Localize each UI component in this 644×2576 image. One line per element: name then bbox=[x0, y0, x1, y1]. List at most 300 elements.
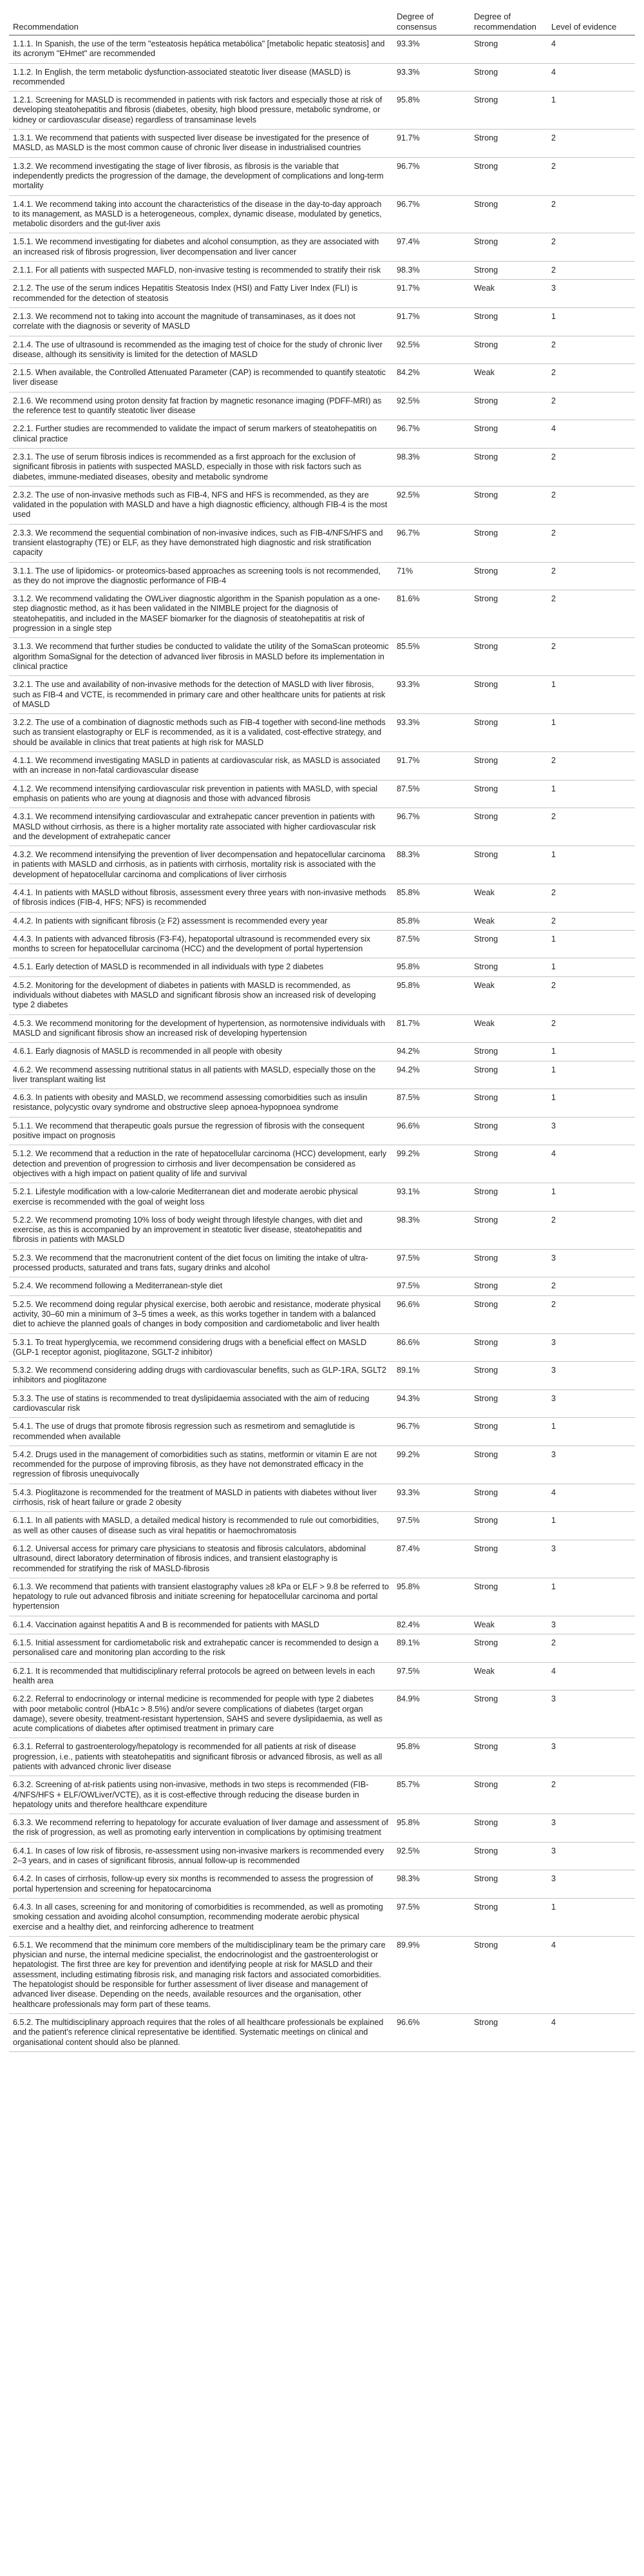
degree-cell: Strong bbox=[470, 195, 547, 233]
evidence-cell: 4 bbox=[547, 1662, 635, 1690]
table-row bbox=[9, 930, 635, 958]
degree-cell: Strong bbox=[470, 1333, 547, 1362]
table-body bbox=[9, 35, 635, 2052]
degree-cell: Strong bbox=[470, 63, 547, 92]
recommendation-cell: 5.4.2. Drugs used in the management of comorbidities such as statins, metformin or vitamin E are not recommended for the purpose of improving fibrosis, as they have not demonstrated efficacy in the regression of fibrosis unequivocally bbox=[9, 1446, 393, 1484]
evidence-cell: 3 bbox=[547, 1870, 635, 1899]
evidence-cell: 1 bbox=[547, 1183, 635, 1212]
table-row bbox=[9, 912, 635, 930]
table-row bbox=[9, 1277, 635, 1295]
recommendation-cell: 5.4.3. Pioglitazone is recommended for the treatment of MASLD in patients with diabetes without liver cirrhosis, risk of heart failure or grade 2 obesity bbox=[9, 1484, 393, 1512]
table-row bbox=[9, 63, 635, 92]
header-recommendation: Recommendation bbox=[9, 9, 393, 35]
consensus-cell: 93.3% bbox=[393, 35, 470, 64]
table-row bbox=[9, 808, 635, 846]
recommendation-cell: 1.1.1. In Spanish, the use of the term "esteatosis hepática metabólica" [metabolic hepatic steatosis] and its acronym "EHmet" are recommended bbox=[9, 35, 393, 64]
table-row bbox=[9, 524, 635, 562]
recommendation-cell: 5.1.2. We recommend that a reduction in the rate of hepatocellular carcinoma (HCC) development, early detection and prevention of progression to cirrhosis and liver decompensation be considered as objectives with a high impact on patient quality of life and survival bbox=[9, 1145, 393, 1183]
recommendation-cell: 2.1.1. For all patients with suspected MAFLD, non-invasive testing is recommended to stratify their risk bbox=[9, 262, 393, 280]
recommendation-cell: 3.2.2. The use of a combination of diagnostic methods such as FIB-4 together with second-line methods such as transient elastography or ELF is recommended, as it is a validated, cost-effective strategy, and should be available in clinics that treat patients at high risk for MASLD bbox=[9, 714, 393, 752]
table-row bbox=[9, 1390, 635, 1418]
recommendation-cell: 2.1.4. The use of ultrasound is recommended as the imaging test of choice for the study of chronic liver disease, although its sensitivity is limited for the detection of MASLD bbox=[9, 336, 393, 364]
evidence-cell: 3 bbox=[547, 1814, 635, 1843]
degree-cell: Strong bbox=[470, 1634, 547, 1663]
recommendation-cell: 5.2.2. We recommend promoting 10% loss of body weight through lifestyle changes, with diet and exercise, as this is accompanied by an improvement in steatotic liver disease, steatohepatitis and fibrosis in patients with MASLD bbox=[9, 1211, 393, 1249]
consensus-cell: 95.8% bbox=[393, 92, 470, 130]
degree-cell: Strong bbox=[470, 1814, 547, 1843]
table-row bbox=[9, 562, 635, 590]
evidence-cell: 4 bbox=[547, 420, 635, 449]
consensus-cell: 81.6% bbox=[393, 590, 470, 638]
consensus-cell: 93.3% bbox=[393, 63, 470, 92]
table-row bbox=[9, 307, 635, 336]
recommendations-table bbox=[9, 9, 635, 2052]
consensus-cell: 85.5% bbox=[393, 638, 470, 676]
evidence-cell: 2 bbox=[547, 590, 635, 638]
degree-cell: Weak bbox=[470, 1662, 547, 1690]
degree-cell: Weak bbox=[470, 976, 547, 1014]
recommendation-cell: 3.1.2. We recommend validating the OWLiver diagnostic algorithm in the Spanish population as a one-step diagnostic method, as it has been validated in the NIMBLE project for the diagnosis of steatohepatitis, and included in the MASEF biomarker for the diagnosis of steatohepatitis at risk of progression in a single step bbox=[9, 590, 393, 638]
consensus-cell: 95.8% bbox=[393, 958, 470, 976]
evidence-cell: 1 bbox=[547, 1898, 635, 1936]
table-header bbox=[9, 9, 635, 35]
consensus-cell: 99.2% bbox=[393, 1145, 470, 1183]
degree-cell: Strong bbox=[470, 130, 547, 158]
degree-cell: Strong bbox=[470, 958, 547, 976]
degree-cell: Weak bbox=[470, 1014, 547, 1043]
table-row bbox=[9, 1333, 635, 1362]
table-row bbox=[9, 1738, 635, 1776]
evidence-cell: 4 bbox=[547, 63, 635, 92]
table-row bbox=[9, 1662, 635, 1690]
recommendation-cell: 6.3.1. Referral to gastroenterology/hepatology is recommended for all patients at risk of disease progression, i.e., patients with steatohepatitis and significant fibrosis or advanced fibrosis, as well as all patients with advanced chronic liver disease bbox=[9, 1738, 393, 1776]
degree-cell: Strong bbox=[470, 486, 547, 524]
consensus-cell: 85.8% bbox=[393, 884, 470, 913]
evidence-cell: 1 bbox=[547, 958, 635, 976]
consensus-cell: 86.6% bbox=[393, 1333, 470, 1362]
table-row bbox=[9, 884, 635, 913]
evidence-cell: 1 bbox=[547, 846, 635, 884]
evidence-cell: 3 bbox=[547, 280, 635, 308]
table-row bbox=[9, 1814, 635, 1843]
degree-cell: Strong bbox=[470, 1117, 547, 1145]
degree-cell: Strong bbox=[470, 780, 547, 808]
recommendation-cell: 2.3.3. We recommend the sequential combination of non-invasive indices, such as FIB-4/NFS/HFS and transient elastography (TE) or ELF, as they have demonstrated high diagnostic and risk stratification capacity bbox=[9, 524, 393, 562]
degree-cell: Strong bbox=[470, 638, 547, 676]
recommendation-cell: 4.4.3. In patients with advanced fibrosis (F3-F4), hepatoportal ultrasound is recommended every six months to screen for hepatocellular carcinoma (HCC) and the development of portal hypertension bbox=[9, 930, 393, 958]
degree-cell: Strong bbox=[470, 1842, 547, 1870]
recommendation-cell: 5.1.1. We recommend that therapeutic goals pursue the regression of fibrosis with the consequent positive impact on prognosis bbox=[9, 1117, 393, 1145]
recommendation-cell: 2.3.1. The use of serum fibrosis indices is recommended as a first approach for the exclusion of significant fibrosis in patients with suspected MASLD, especially in those with risk factors such as diabetes, immune-mediated diseases, obesity and metabolic syndrome bbox=[9, 448, 393, 486]
evidence-cell: 2 bbox=[547, 638, 635, 676]
recommendation-cell: 1.1.2. In English, the term metabolic dysfunction-associated steatotic liver disease (MASLD) is recommended bbox=[9, 63, 393, 92]
consensus-cell: 81.7% bbox=[393, 1014, 470, 1043]
recommendation-cell: 1.2.1. Screening for MASLD is recommended in patients with risk factors and especially those at risk of developing steatohepatitis and fibrosis (diabetes, obesity, high blood pressure, metabolic syndrome, or kidney or cardiovascular disease) regardless of transaminase levels bbox=[9, 92, 393, 130]
recommendation-cell: 1.4.1. We recommend taking into account the characteristics of the disease in the day-to-day approach to its management, as MASLD is a heterogeneous, complex, dynamic disease, modulated by genetics, metabolic disorders and the gut-liver axis bbox=[9, 195, 393, 233]
table-row bbox=[9, 420, 635, 449]
evidence-cell: 2 bbox=[547, 1211, 635, 1249]
degree-cell: Strong bbox=[470, 1484, 547, 1512]
degree-cell: Strong bbox=[470, 1690, 547, 1738]
consensus-cell: 96.6% bbox=[393, 1295, 470, 1333]
table-row bbox=[9, 336, 635, 364]
evidence-cell: 3 bbox=[547, 1616, 635, 1634]
recommendation-cell: 4.5.3. We recommend monitoring for the development of hypertension, as normotensive individuals with MASLD and significant fibrosis show an increased risk of developing hypertension bbox=[9, 1014, 393, 1043]
degree-cell: Strong bbox=[470, 1183, 547, 1212]
degree-cell: Strong bbox=[470, 157, 547, 195]
degree-cell: Strong bbox=[470, 1145, 547, 1183]
consensus-cell: 87.5% bbox=[393, 930, 470, 958]
table-row bbox=[9, 1249, 635, 1277]
recommendation-cell: 2.3.2. The use of non-invasive methods such as FIB-4, NFS and HFS is recommended, as they are validated in the population with MASLD and have a high diagnostic efficiency, although FIB-4 is the most used bbox=[9, 486, 393, 524]
consensus-cell: 89.1% bbox=[393, 1362, 470, 1390]
consensus-cell: 85.7% bbox=[393, 1776, 470, 1814]
consensus-cell: 97.5% bbox=[393, 1249, 470, 1277]
evidence-cell: 1 bbox=[547, 930, 635, 958]
table-row bbox=[9, 590, 635, 638]
evidence-cell: 3 bbox=[547, 1842, 635, 1870]
evidence-cell: 2 bbox=[547, 808, 635, 846]
consensus-cell: 93.1% bbox=[393, 1183, 470, 1212]
degree-cell: Strong bbox=[470, 1540, 547, 1578]
degree-cell: Strong bbox=[470, 420, 547, 449]
evidence-cell: 2 bbox=[547, 262, 635, 280]
degree-cell: Strong bbox=[470, 846, 547, 884]
table-row bbox=[9, 486, 635, 524]
evidence-cell: 1 bbox=[547, 307, 635, 336]
table-row bbox=[9, 1690, 635, 1738]
recommendation-cell: 4.6.3. In patients with obesity and MASLD, we recommend assessing comorbidities such as insulin resistance, polycystic ovary syndrome and obstructive sleep apnoea-hypopnoea syndrome bbox=[9, 1089, 393, 1118]
degree-cell: Weak bbox=[470, 912, 547, 930]
table-row bbox=[9, 1117, 635, 1145]
degree-cell: Weak bbox=[470, 280, 547, 308]
recommendation-cell: 2.2.1. Further studies are recommended to validate the impact of serum markers of steatohepatitis on clinical practice bbox=[9, 420, 393, 449]
header-degree-of-consensus: Degree of consensus bbox=[393, 9, 470, 35]
consensus-cell: 92.5% bbox=[393, 336, 470, 364]
table-row bbox=[9, 1183, 635, 1212]
degree-cell: Strong bbox=[470, 562, 547, 590]
table-row bbox=[9, 1870, 635, 1899]
table-row bbox=[9, 448, 635, 486]
recommendation-cell: 6.4.2. In cases of cirrhosis, follow-up every six months is recommended to assess the progression of portal hypertension and screening for hepatocarcinoma bbox=[9, 1870, 393, 1899]
evidence-cell: 2 bbox=[547, 524, 635, 562]
table-row bbox=[9, 1776, 635, 1814]
recommendation-cell: 3.2.1. The use and availability of non-invasive methods for the detection of MASLD with liver fibrosis, such as FIB-4 and VCTE, is recommended in primary care and other healthcare units for patients at risk of MASLD bbox=[9, 676, 393, 714]
table-row bbox=[9, 752, 635, 780]
table-row bbox=[9, 392, 635, 420]
table-row bbox=[9, 1061, 635, 1089]
consensus-cell: 93.3% bbox=[393, 676, 470, 714]
recommendation-cell: 4.4.1. In patients with MASLD without fibrosis, assessment every three years with non-invasive methods of fibrosis indices (FIB-4, HFS; NFS) is recommended bbox=[9, 884, 393, 913]
recommendation-cell: 4.1.1. We recommend investigating MASLD in patients at cardiovascular risk, as MASLD is associated with an increase in non-fatal cardiovascular disease bbox=[9, 752, 393, 780]
recommendation-cell: 5.2.4. We recommend following a Mediterranean-style diet bbox=[9, 1277, 393, 1295]
degree-cell: Strong bbox=[470, 808, 547, 846]
evidence-cell: 2 bbox=[547, 233, 635, 262]
consensus-cell: 93.3% bbox=[393, 1484, 470, 1512]
consensus-cell: 87.5% bbox=[393, 780, 470, 808]
degree-cell: Strong bbox=[470, 1776, 547, 1814]
table-row bbox=[9, 714, 635, 752]
evidence-cell: 2 bbox=[547, 752, 635, 780]
consensus-cell: 84.2% bbox=[393, 364, 470, 392]
evidence-cell: 3 bbox=[547, 1333, 635, 1362]
recommendation-cell: 6.1.1. In all patients with MASLD, a detailed medical history is recommended to rule out comorbidities, as well as other causes of disease such as viral hepatitis or haemochromatosis bbox=[9, 1512, 393, 1540]
evidence-cell: 4 bbox=[547, 35, 635, 64]
recommendation-cell: 5.4.1. The use of drugs that promote fibrosis regression such as resmetirom and semaglutide is recommended when available bbox=[9, 1418, 393, 1446]
table-row bbox=[9, 1512, 635, 1540]
table-row bbox=[9, 92, 635, 130]
consensus-cell: 85.8% bbox=[393, 912, 470, 930]
degree-cell: Weak bbox=[470, 1616, 547, 1634]
recommendation-cell: 4.4.2. In patients with significant fibrosis (≥ F2) assessment is recommended every year bbox=[9, 912, 393, 930]
consensus-cell: 96.7% bbox=[393, 524, 470, 562]
degree-cell: Strong bbox=[470, 1898, 547, 1936]
consensus-cell: 87.5% bbox=[393, 1089, 470, 1118]
recommendation-cell: 2.1.2. The use of the serum indices Hepatitis Steatosis Index (HSI) and Fatty Liver Index (FLI) is recommended for the detection of steatosis bbox=[9, 280, 393, 308]
table-row bbox=[9, 958, 635, 976]
degree-cell: Strong bbox=[470, 1043, 547, 1061]
table-row bbox=[9, 2013, 635, 2051]
degree-cell: Strong bbox=[470, 392, 547, 420]
recommendation-cell: 4.3.2. We recommend intensifying the prevention of liver decompensation and hepatocellular carcinoma in patients with MASLD and cirrhosis, as in patients with cirrhosis, mortality risk is associated with the development of hepatocellular carcinoma and complications of liver cirrhosis bbox=[9, 846, 393, 884]
evidence-cell: 3 bbox=[547, 1249, 635, 1277]
table-row bbox=[9, 1418, 635, 1446]
evidence-cell: 2 bbox=[547, 1634, 635, 1663]
degree-cell: Strong bbox=[470, 1936, 547, 2013]
recommendation-cell: 6.2.1. It is recommended that multidisciplinary referral protocols be agreed on between levels in each health area bbox=[9, 1662, 393, 1690]
evidence-cell: 3 bbox=[547, 1446, 635, 1484]
degree-cell: Strong bbox=[470, 262, 547, 280]
evidence-cell: 3 bbox=[547, 1738, 635, 1776]
evidence-cell: 2 bbox=[547, 336, 635, 364]
evidence-cell: 2 bbox=[547, 364, 635, 392]
evidence-cell: 2 bbox=[547, 195, 635, 233]
table-row bbox=[9, 280, 635, 308]
recommendation-cell: 4.3.1. We recommend intensifying cardiovascular and extrahepatic cancer prevention in patients with MASLD without cirrhosis, as there is a higher mortality rate associated with higher cardiovascular risk and the development of extrahepatic cancer bbox=[9, 808, 393, 846]
consensus-cell: 97.5% bbox=[393, 1277, 470, 1295]
consensus-cell: 96.7% bbox=[393, 808, 470, 846]
consensus-cell: 92.5% bbox=[393, 1842, 470, 1870]
recommendation-cell: 2.1.5. When available, the Controlled Attenuated Parameter (CAP) is recommended to quantify steatotic liver disease bbox=[9, 364, 393, 392]
consensus-cell: 91.7% bbox=[393, 130, 470, 158]
degree-cell: Strong bbox=[470, 336, 547, 364]
consensus-cell: 94.2% bbox=[393, 1061, 470, 1089]
evidence-cell: 2 bbox=[547, 884, 635, 913]
recommendation-cell: 6.3.2. Screening of at-risk patients using non-invasive, methods in two steps is recommended (FIB-4/NFS/HFS + ELF/OWLiver/VCTE), as it is cost-effective through reducing the disease burden in hepatology units and therefore healthcare expenditure bbox=[9, 1776, 393, 1814]
consensus-cell: 95.8% bbox=[393, 1814, 470, 1843]
evidence-cell: 3 bbox=[547, 1117, 635, 1145]
consensus-cell: 98.3% bbox=[393, 262, 470, 280]
degree-cell: Strong bbox=[470, 1277, 547, 1295]
recommendation-cell: 6.2.2. Referral to endocrinology or internal medicine is recommended for people with type 2 diabetes with poor metabolic control (HbA1c > 8.5%) and/or severe complications of diabetes (target organ damage), severe obesity, treatment-resistant hypertension, SAHS and severe dyslipidaemia, as well as acute complications of diabetes after optimised treatment in primary care bbox=[9, 1690, 393, 1738]
table-header-row bbox=[9, 9, 635, 35]
consensus-cell: 96.7% bbox=[393, 1418, 470, 1446]
consensus-cell: 95.8% bbox=[393, 1738, 470, 1776]
evidence-cell: 2 bbox=[547, 1277, 635, 1295]
recommendation-cell: 5.3.1. To treat hyperglycemia, we recommend considering drugs with a beneficial effect on MASLD (GLP-1 receptor agonist, pioglitazone, SGLT-2 inhibitor) bbox=[9, 1333, 393, 1362]
evidence-cell: 1 bbox=[547, 1043, 635, 1061]
degree-cell: Strong bbox=[470, 1295, 547, 1333]
recommendation-cell: 5.2.5. We recommend doing regular physical exercise, both aerobic and resistance, moderate physical activity, 30–60 min a minimum of 3–5 times a week, as this works together in tandem with a balanced diet to achieve the planned goals of changes in body composition and cardiometabolic and liver health bbox=[9, 1295, 393, 1333]
recommendation-cell: 6.5.2. The multidisciplinary approach requires that the roles of all healthcare professionals be explained and the patient's reference clinical representative be identified. Systematic meetings on clinical and organisational content should also be planned. bbox=[9, 2013, 393, 2051]
consensus-cell: 91.7% bbox=[393, 307, 470, 336]
consensus-cell: 87.4% bbox=[393, 1540, 470, 1578]
table-row bbox=[9, 35, 635, 64]
table-row bbox=[9, 364, 635, 392]
consensus-cell: 91.7% bbox=[393, 280, 470, 308]
recommendation-cell: 4.5.1. Early detection of MASLD is recommended in all individuals with type 2 diabetes bbox=[9, 958, 393, 976]
consensus-cell: 93.3% bbox=[393, 714, 470, 752]
degree-cell: Strong bbox=[470, 1418, 547, 1446]
table-row bbox=[9, 846, 635, 884]
evidence-cell: 2 bbox=[547, 157, 635, 195]
consensus-cell: 92.5% bbox=[393, 486, 470, 524]
recommendation-cell: 3.1.3. We recommend that further studies be conducted to validate the utility of the SomaScan proteomic algorithm SomaSignal for the detection of advanced liver fibrosis in MASLD before its implementation in clinical practice bbox=[9, 638, 393, 676]
table-row bbox=[9, 157, 635, 195]
recommendation-cell: 6.1.3. We recommend that patients with transient elastography values ≥8 kPa or ELF > 9.8 be referred to hepatology to rule out advanced fibrosis and initiate screening for hepatocellular carcinoma and portal hypertension bbox=[9, 1578, 393, 1616]
recommendation-cell: 4.6.1. Early diagnosis of MASLD is recommended in all people with obesity bbox=[9, 1043, 393, 1061]
evidence-cell: 2 bbox=[547, 486, 635, 524]
table-row bbox=[9, 1484, 635, 1512]
evidence-cell: 2 bbox=[547, 1295, 635, 1333]
consensus-cell: 98.3% bbox=[393, 448, 470, 486]
recommendation-cell: 5.3.2. We recommend considering adding drugs with cardiovascular benefits, such as GLP-1RA, SGLT2 inhibitors and pioglitazone bbox=[9, 1362, 393, 1390]
recommendation-cell: 1.3.1. We recommend that patients with suspected liver disease be investigated for the presence of MASLD, as MASLD is the most common cause of chronic liver disease in industrialised countries bbox=[9, 130, 393, 158]
consensus-cell: 92.5% bbox=[393, 392, 470, 420]
degree-cell: Strong bbox=[470, 233, 547, 262]
evidence-cell: 1 bbox=[547, 92, 635, 130]
recommendation-cell: 6.4.1. In cases of low risk of fibrosis, re-assessment using non-invasive markers is recommended every 2–3 years, and in cases of significant fibrosis, annual follow-up is recommended bbox=[9, 1842, 393, 1870]
evidence-cell: 1 bbox=[547, 1512, 635, 1540]
table-row bbox=[9, 1043, 635, 1061]
recommendation-cell: 4.1.2. We recommend intensifying cardiovascular risk prevention in patients with MASLD, with special emphasis on patients who are young at diagnosis and those with advanced fibrosis bbox=[9, 780, 393, 808]
evidence-cell: 3 bbox=[547, 1540, 635, 1578]
recommendation-cell: 2.1.3. We recommend not to taking into account the magnitude of transaminases, as it does not correlate with the diagnosis or severity of MASLD bbox=[9, 307, 393, 336]
table-row bbox=[9, 1362, 635, 1390]
table-row bbox=[9, 780, 635, 808]
table-row bbox=[9, 1578, 635, 1616]
table-row bbox=[9, 233, 635, 262]
table-row bbox=[9, 1145, 635, 1183]
consensus-cell: 97.4% bbox=[393, 233, 470, 262]
evidence-cell: 2 bbox=[547, 130, 635, 158]
consensus-cell: 95.8% bbox=[393, 976, 470, 1014]
recommendation-cell: 1.3.2. We recommend investigating the stage of liver fibrosis, as fibrosis is the variable that independently predicts the progression of the damage, the development of complications and long-term mortality bbox=[9, 157, 393, 195]
recommendation-cell: 6.1.2. Universal access for primary care physicians to steatosis and fibrosis calculators, abdominal ultrasound, direct laboratory determination of fibrosis indices, and transient elastography is recommended for stratifying the risk of MASLD-fibrosis bbox=[9, 1540, 393, 1578]
consensus-cell: 96.7% bbox=[393, 420, 470, 449]
table-row bbox=[9, 1295, 635, 1333]
degree-cell: Strong bbox=[470, 1089, 547, 1118]
degree-cell: Strong bbox=[470, 1578, 547, 1616]
consensus-cell: 99.2% bbox=[393, 1446, 470, 1484]
consensus-cell: 96.6% bbox=[393, 1117, 470, 1145]
header-level-of-evidence: Level of evidence bbox=[547, 9, 635, 35]
degree-cell: Weak bbox=[470, 364, 547, 392]
degree-cell: Strong bbox=[470, 714, 547, 752]
degree-cell: Strong bbox=[470, 1870, 547, 1899]
evidence-cell: 2 bbox=[547, 562, 635, 590]
evidence-cell: 2 bbox=[547, 448, 635, 486]
degree-cell: Strong bbox=[470, 1446, 547, 1484]
recommendation-cell: 6.1.4. Vaccination against hepatitis A and B is recommended for patients with MASLD bbox=[9, 1616, 393, 1634]
degree-cell: Strong bbox=[470, 35, 547, 64]
consensus-cell: 95.8% bbox=[393, 1578, 470, 1616]
table-row bbox=[9, 1014, 635, 1043]
table-row bbox=[9, 676, 635, 714]
evidence-cell: 1 bbox=[547, 1089, 635, 1118]
table-row bbox=[9, 1211, 635, 1249]
consensus-cell: 98.3% bbox=[393, 1211, 470, 1249]
degree-cell: Strong bbox=[470, 448, 547, 486]
evidence-cell: 2 bbox=[547, 1014, 635, 1043]
consensus-cell: 96.6% bbox=[393, 2013, 470, 2051]
degree-cell: Strong bbox=[470, 676, 547, 714]
consensus-cell: 71% bbox=[393, 562, 470, 590]
table-row bbox=[9, 638, 635, 676]
recommendation-cell: 6.1.5. Initial assessment for cardiometabolic risk and extrahepatic cancer is recommended to design a personalised care and monitoring plan according to the risk bbox=[9, 1634, 393, 1663]
table-row bbox=[9, 195, 635, 233]
table-row bbox=[9, 1898, 635, 1936]
degree-cell: Strong bbox=[470, 92, 547, 130]
consensus-cell: 97.5% bbox=[393, 1898, 470, 1936]
evidence-cell: 2 bbox=[547, 976, 635, 1014]
consensus-cell: 96.7% bbox=[393, 157, 470, 195]
recommendation-cell: 3.1.1. The use of lipidomics- or proteomics-based approaches as screening tools is not recommended, as they do not improve the diagnostic performance of FIB-4 bbox=[9, 562, 393, 590]
consensus-cell: 91.7% bbox=[393, 752, 470, 780]
recommendation-cell: 6.4.3. In all cases, screening for and monitoring of comorbidities is recommended, as well as promoting smoking cessation and avoiding alcohol consumption, recommending moderate aerobic physical exercise and a healthy diet, and reinforcing adherence to treatment bbox=[9, 1898, 393, 1936]
degree-cell: Strong bbox=[470, 524, 547, 562]
degree-cell: Strong bbox=[470, 1211, 547, 1249]
evidence-cell: 4 bbox=[547, 2013, 635, 2051]
table-row bbox=[9, 1446, 635, 1484]
table-row bbox=[9, 1842, 635, 1870]
degree-cell: Strong bbox=[470, 2013, 547, 2051]
evidence-cell: 2 bbox=[547, 912, 635, 930]
consensus-cell: 94.2% bbox=[393, 1043, 470, 1061]
evidence-cell: 4 bbox=[547, 1145, 635, 1183]
degree-cell: Strong bbox=[470, 1362, 547, 1390]
consensus-cell: 98.3% bbox=[393, 1870, 470, 1899]
evidence-cell: 1 bbox=[547, 714, 635, 752]
table-row bbox=[9, 976, 635, 1014]
header-degree-of-recommendation: Degree of recommendation bbox=[470, 9, 547, 35]
degree-cell: Strong bbox=[470, 307, 547, 336]
degree-cell: Strong bbox=[470, 1738, 547, 1776]
degree-cell: Strong bbox=[470, 752, 547, 780]
evidence-cell: 3 bbox=[547, 1690, 635, 1738]
evidence-cell: 1 bbox=[547, 780, 635, 808]
recommendation-cell: 1.5.1. We recommend investigating for diabetes and alcohol consumption, as they are associated with an increased risk of fibrosis progression, liver decompensation and liver cancer bbox=[9, 233, 393, 262]
evidence-cell: 4 bbox=[547, 1484, 635, 1512]
degree-cell: Strong bbox=[470, 1249, 547, 1277]
recommendation-cell: 6.3.3. We recommend referring to hepatology for accurate evaluation of liver damage and assessment of the risk of progression, as well as promoting early intervention in complications by optimising treatment bbox=[9, 1814, 393, 1843]
evidence-cell: 1 bbox=[547, 1578, 635, 1616]
evidence-cell: 2 bbox=[547, 392, 635, 420]
table-row bbox=[9, 262, 635, 280]
consensus-cell: 96.7% bbox=[393, 195, 470, 233]
table-row bbox=[9, 1089, 635, 1118]
degree-cell: Strong bbox=[470, 590, 547, 638]
table-row bbox=[9, 1616, 635, 1634]
evidence-cell: 2 bbox=[547, 1776, 635, 1814]
table-row bbox=[9, 130, 635, 158]
consensus-cell: 82.4% bbox=[393, 1616, 470, 1634]
consensus-cell: 94.3% bbox=[393, 1390, 470, 1418]
evidence-cell: 1 bbox=[547, 1061, 635, 1089]
recommendation-cell: 2.1.6. We recommend using proton density fat fraction by magnetic resonance imaging (PDFF-MRI) as the reference test to quantify steatotic liver disease bbox=[9, 392, 393, 420]
consensus-cell: 84.9% bbox=[393, 1690, 470, 1738]
consensus-cell: 97.5% bbox=[393, 1662, 470, 1690]
